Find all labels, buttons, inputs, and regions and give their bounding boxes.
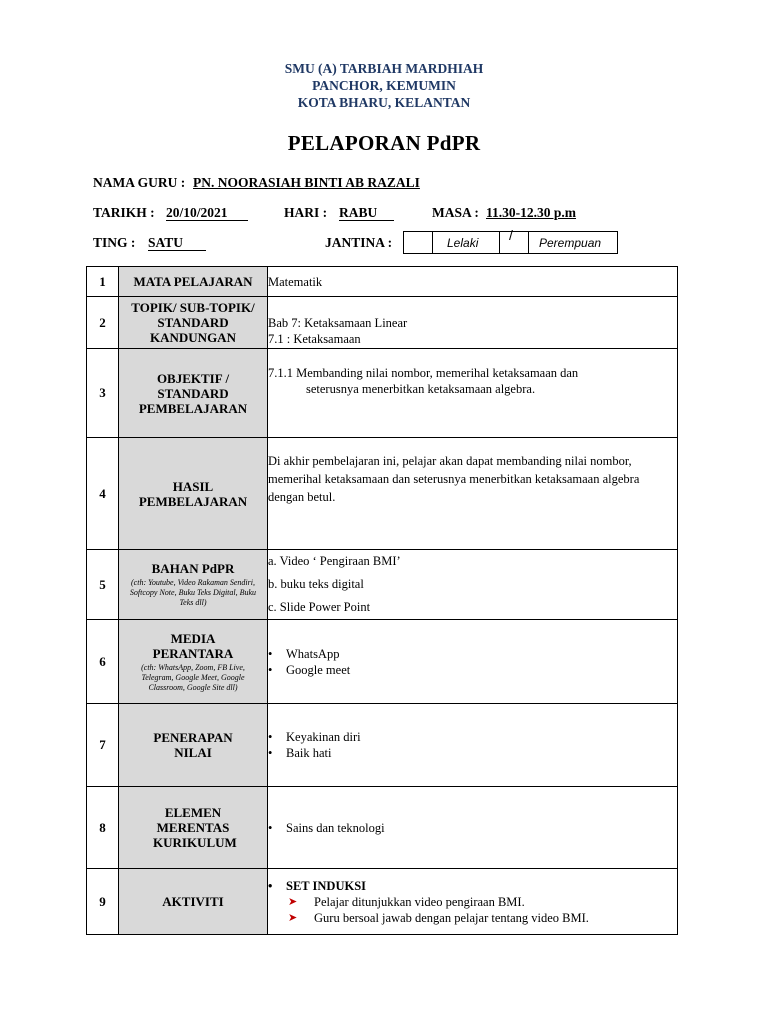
subtopik-line: 7.1 : Ketaksamaan <box>268 332 361 346</box>
row-number: 1 <box>87 267 119 297</box>
list-item-text: Google meet <box>286 662 351 677</box>
table-row <box>87 438 678 550</box>
list-item <box>268 646 677 662</box>
tarikh-label: TARIKH : <box>93 205 155 220</box>
bullet-icon: • <box>268 662 273 677</box>
aktiviti-heading-text: SET INDUKSI <box>286 878 367 893</box>
jantina-perempuan-checkbox <box>499 231 529 254</box>
bullet-icon: • <box>268 820 273 835</box>
row-label: ELEMEN MERENTAS KURIKULUM <box>119 787 268 869</box>
list-item <box>268 745 677 761</box>
row-content: Matematik <box>268 267 678 297</box>
media-label: MEDIA PERANTARA <box>152 630 234 661</box>
table-row <box>87 787 678 869</box>
list-item-text: Sains dan teknologi <box>286 820 385 835</box>
list-item: a. Video ‘ Pengiraan BMI’ <box>268 554 401 568</box>
jantina-perempuan-label: Perempuan <box>528 231 618 254</box>
hari-value: RABU <box>339 205 394 221</box>
list-item-text: Baik hati <box>286 746 332 760</box>
row-number: 2 <box>87 297 119 349</box>
bullet-icon: • <box>268 878 273 893</box>
arrow-bullet-icon: ➤ <box>288 895 298 908</box>
list-item-text: WhatsApp <box>286 646 340 661</box>
nama-guru-value: PN. NOORASIAH BINTI AB RAZALI <box>193 175 420 190</box>
page-title: PELAPORAN PdPR <box>287 131 481 155</box>
row-label: HASIL PEMBELAJARAN <box>119 438 268 550</box>
row-content <box>268 550 678 620</box>
table-row <box>87 869 678 935</box>
row-content <box>268 620 678 704</box>
list-item <box>268 729 677 745</box>
list-item <box>268 662 677 678</box>
row-number: 3 <box>87 349 119 438</box>
table-row <box>87 620 678 704</box>
list-item-text: Guru bersoal jawab dengan pelajar tentang video BMI. <box>314 910 589 925</box>
row-number: 4 <box>87 438 119 550</box>
list-item-text: Pelajar ditunjukkan video pengiraan BMI. <box>314 894 525 909</box>
ting-value: SATU <box>148 235 206 251</box>
row-content <box>268 869 678 935</box>
row-number: 9 <box>87 869 119 935</box>
row-label <box>119 620 268 704</box>
table-row <box>87 704 678 787</box>
table-row <box>87 349 678 438</box>
row-content <box>268 787 678 869</box>
row-label: TOPIK/ SUB-TOPIK/ STANDARD KANDUNGAN <box>119 297 268 349</box>
row-content <box>268 349 678 438</box>
hari-label: HARI : <box>284 205 328 220</box>
arrow-bullet-icon: ➤ <box>288 911 298 924</box>
bullet-icon: • <box>268 746 273 760</box>
bahan-label: BAHAN PdPR <box>151 561 235 576</box>
list-item-text: Keyakinan diri <box>286 730 361 744</box>
row-number: 5 <box>87 550 119 620</box>
row-number: 8 <box>87 787 119 869</box>
row-label <box>119 550 268 620</box>
media-note: (cth: WhatsApp, Zoom, FB Live, Telegram, Google Meet, Google Classroom, Google Site dll) <box>141 662 245 692</box>
bullet-icon: • <box>268 730 273 744</box>
masa-value: 11.30-12.30 p.m <box>486 205 577 220</box>
tarikh-value: 20/10/2021 <box>166 205 248 221</box>
aktiviti-heading <box>268 878 677 894</box>
nama-guru-label: NAMA GURU : <box>93 175 186 190</box>
row-content <box>268 704 678 787</box>
bullet-icon: • <box>268 646 273 661</box>
jantina-mark: / <box>509 227 513 243</box>
table-row <box>87 267 678 297</box>
jantina-lelaki-checkbox <box>403 231 433 254</box>
objektif-line: 7.1.1 Membanding nilai nombor, memerihal ketaksamaan dan <box>268 366 579 380</box>
bahan-note: (cth: Youtube, Video Rakaman Sendiri, Softcopy Note, Buku Teks Digital, Buku Teks dll) <box>129 578 257 607</box>
row-label: MATA PELAJARAN <box>119 267 268 297</box>
row-content: Di akhir pembelajaran ini, pelajar akan dapat membanding nilai nombor, memerihal ketaksamaan dan seterusnya menerbitkan ketaksamaan algebra dengan betul. <box>268 438 678 550</box>
jantina-lelaki-label: Lelaki <box>432 231 500 254</box>
ting-label: TING : <box>93 235 136 250</box>
masa-label: MASA : <box>432 205 479 220</box>
list-item <box>268 820 677 836</box>
jantina-label: JANTINA : <box>325 235 393 250</box>
row-label: AKTIVITI <box>119 869 268 935</box>
school-name: SMU (A) TARBIAH MARDHIAH <box>284 61 484 76</box>
school-address-line: PANCHOR, KEMUMIN <box>312 78 456 93</box>
objektif-line-cont: seterusnya menerbitkan ketaksamaan algebra. <box>306 382 536 396</box>
list-item <box>268 894 677 910</box>
pdpr-table <box>86 266 678 935</box>
list-item: b. buku teks digital <box>268 577 364 591</box>
list-item: c. Slide Power Point <box>268 600 371 614</box>
row-content <box>268 297 678 349</box>
table-row <box>87 550 678 620</box>
list-item <box>268 910 677 926</box>
topik-line: Bab 7: Ketaksamaan Linear <box>268 316 408 330</box>
row-label: OBJEKTIF / STANDARD PEMBELAJARAN <box>119 349 268 438</box>
row-number: 7 <box>87 704 119 787</box>
school-address-city: KOTA BHARU, KELANTAN <box>297 95 471 110</box>
row-label: PENERAPAN NILAI <box>119 704 268 787</box>
row-number: 6 <box>87 620 119 704</box>
table-row <box>87 297 678 349</box>
